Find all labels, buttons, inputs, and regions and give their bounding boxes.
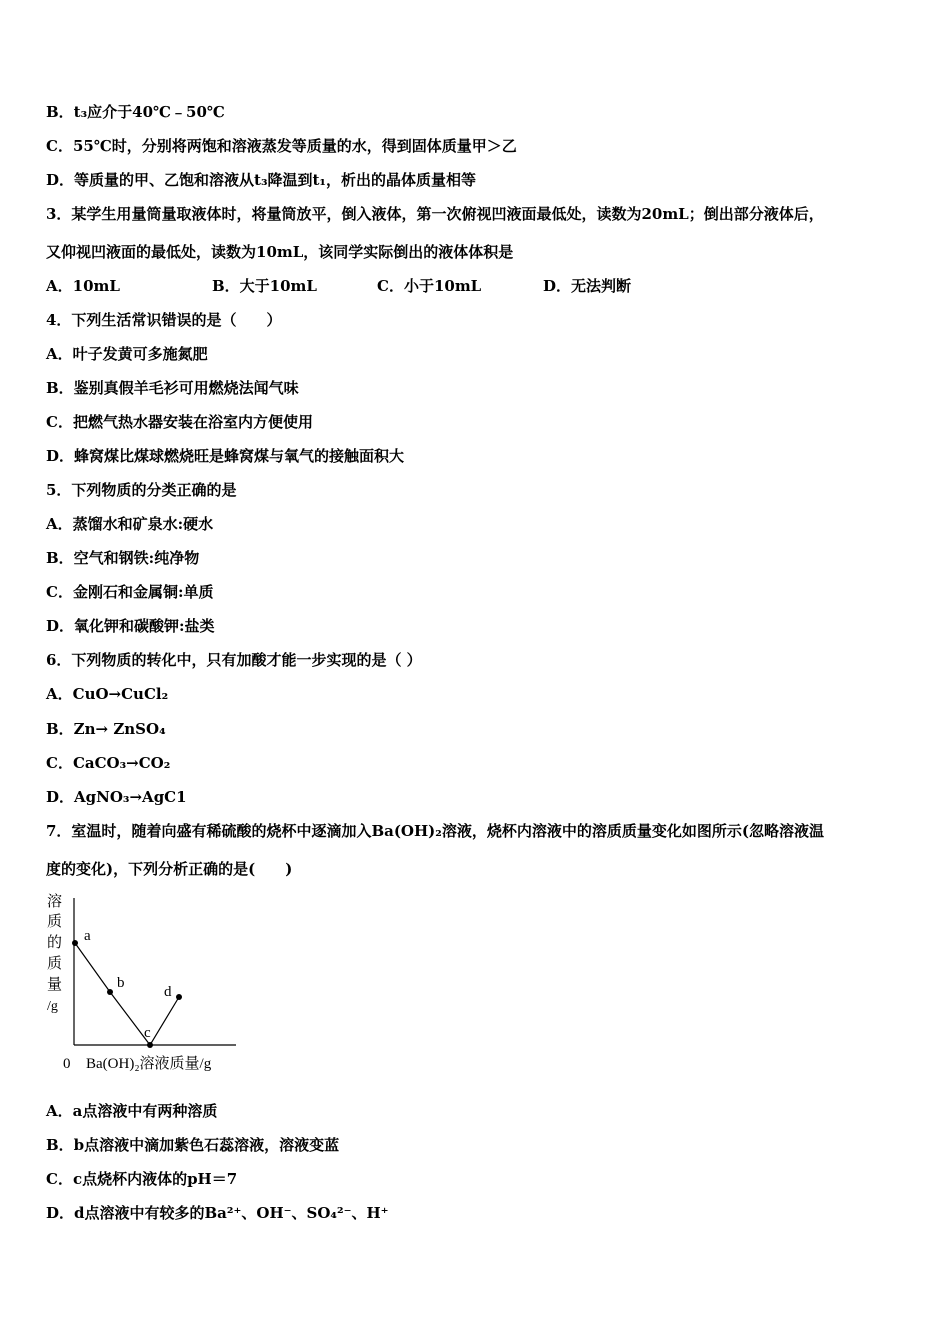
question-6: 6．下列物质的转化中，只有加酸才能一步实现的是（ ） <box>46 651 422 669</box>
solute-mass-graph <box>40 888 240 1078</box>
q7-option-d: D．d点溶液中有较多的Ba²⁺、OH⁻、SO₄²⁻、H⁺ <box>46 1204 389 1222</box>
option-d-cooling: D．等质量的甲、乙饱和溶液从t₃降温到t₁，析出的晶体质量相等 <box>46 171 477 189</box>
q7-option-c: C．c点烧杯内液体的pH＝7 <box>46 1170 238 1188</box>
y-label-char-1: 溶 <box>47 894 63 910</box>
option-b-t3: B．t₃应介于40℃﹣50℃ <box>46 103 225 121</box>
q3-option-c: C．小于10mL <box>377 277 482 295</box>
q6-option-c: C．CaCO₃→CO₂ <box>46 754 171 772</box>
q4-option-c: C．把燃气热水器安装在浴室内方便使用 <box>46 413 313 431</box>
label-d: d <box>164 984 172 1000</box>
question-7-line-2: 度的变化)，下列分析正确的是( ) <box>46 860 293 878</box>
q3-option-d: D．无法判断 <box>543 277 632 295</box>
question-7-line-1: 7．室温时，随着向盛有稀硫酸的烧杯中逐滴加入Ba(OH)₂溶液，烧杯内溶液中的溶质质量变化如图所示(忽略溶液温 <box>46 822 824 840</box>
origin-label: 0 <box>63 1056 71 1072</box>
q5-option-c: C．金刚石和金属铜:单质 <box>46 583 214 601</box>
q5-option-b: B．空气和钢铁:纯净物 <box>46 549 200 567</box>
question-3-line-1: 3．某学生用量筒量取液体时，将量筒放平，倒入液体，第一次俯视凹液面最低处，读数为20mL；倒出部分液体后， <box>46 205 824 223</box>
q4-option-a: A．叶子发黄可多施氮肥 <box>46 345 208 363</box>
point-c <box>147 1042 153 1048</box>
q6-option-a: A．CuO→CuCl₂ <box>46 685 169 703</box>
label-c: c <box>144 1025 151 1041</box>
q3-option-a: A．10mL <box>46 277 120 295</box>
q5-option-d: D．氧化钾和碳酸钾:盐类 <box>46 617 215 635</box>
option-c-55c: C．55℃时，分别将两饱和溶液蒸发等质量的水，得到固体质量甲＞乙 <box>46 137 517 155</box>
q7-option-b: B．b点溶液中滴加紫色石蕊溶液，溶液变蓝 <box>46 1136 340 1154</box>
label-b: b <box>117 975 125 991</box>
q6-option-d: D．AgNO₃→AgC1 <box>46 788 187 806</box>
point-a <box>72 940 78 946</box>
y-label-char-3: 的 <box>47 935 63 951</box>
y-label-char-5: 量 <box>47 977 63 993</box>
label-a: a <box>84 928 91 944</box>
q5-option-a: A．蒸馏水和矿泉水:硬水 <box>46 515 214 533</box>
question-5: 5．下列物质的分类正确的是 <box>46 481 237 499</box>
q7-option-a: A．a点溶液中有两种溶质 <box>46 1102 218 1120</box>
q4-option-d: D．蜂窝煤比煤球燃烧旺是蜂窝煤与氧气的接触面积大 <box>46 447 405 465</box>
point-d <box>176 994 182 1000</box>
point-b <box>107 989 113 995</box>
question-4: 4．下列生活常识错误的是（ ） <box>46 311 282 329</box>
q3-option-b: B．大于10mL <box>212 277 317 295</box>
y-label-char-4: 质 <box>47 956 63 972</box>
x-axis-label: Ba(OH)₂溶液质量/g <box>86 1056 212 1072</box>
q4-option-b: B．鉴别真假羊毛衫可用燃烧法闻气味 <box>46 379 299 397</box>
y-label-char-2: 质 <box>47 914 63 930</box>
y-label-char-6: /g <box>47 999 58 1014</box>
question-3-line-2: 又仰视凹液面的最低处，读数为10mL，该同学实际倒出的液体体积是 <box>46 243 514 261</box>
q6-option-b: B．Zn→ ZnSO₄ <box>46 720 166 738</box>
